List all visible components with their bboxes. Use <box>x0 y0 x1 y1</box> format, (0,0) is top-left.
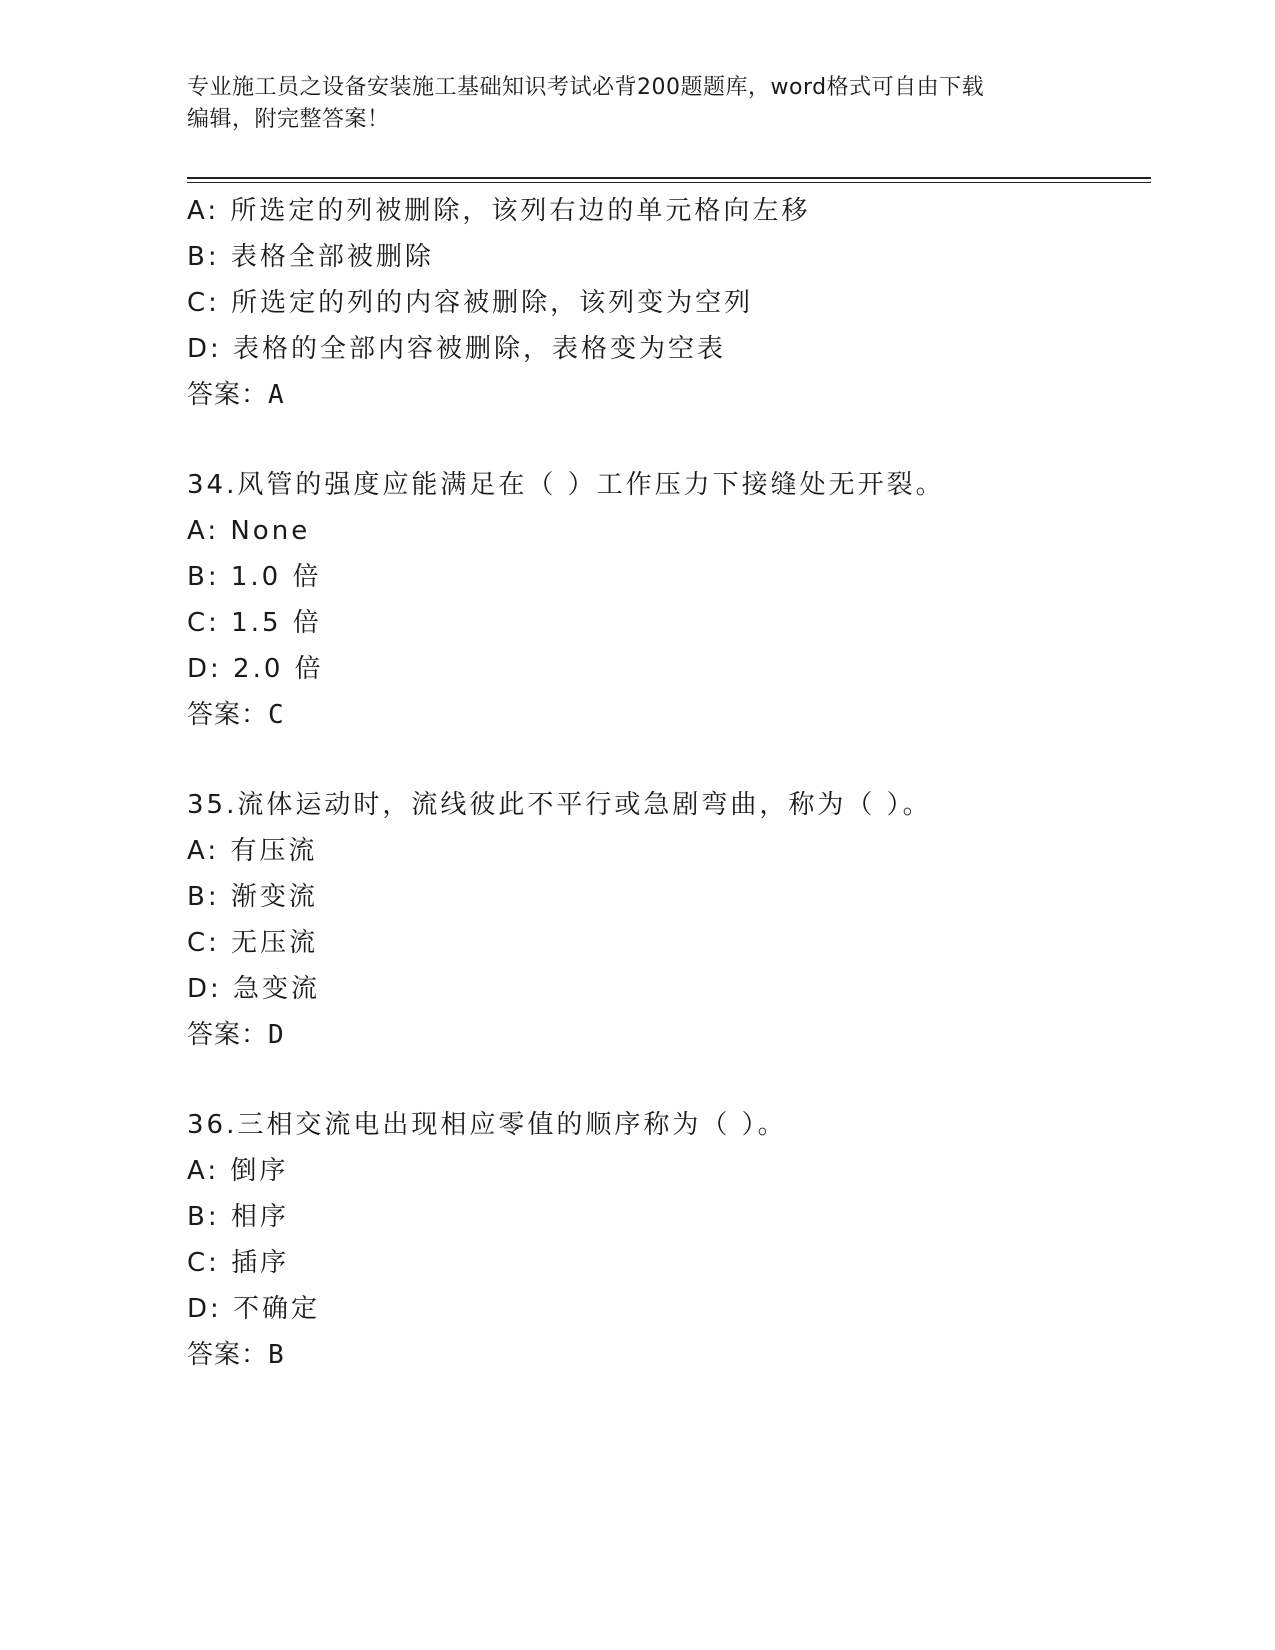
option-a: A: 有压流 <box>187 836 318 866</box>
answer-label: 答案： <box>187 700 269 730</box>
option-c: C: 所选定的列的内容被删除，该列变为空列 <box>187 288 754 318</box>
option-c: C: 插序 <box>187 1248 290 1278</box>
option-a: A: None <box>187 516 311 546</box>
header-title-line-2: 编辑，附完整答案！ <box>187 107 390 132</box>
option-b: B: 相序 <box>187 1202 289 1232</box>
option-b: B: 表格全部被删除 <box>187 242 434 272</box>
option-c: C: 无压流 <box>187 928 319 958</box>
answer-line <box>187 692 1147 738</box>
answer-label: 答案： <box>187 1340 269 1370</box>
answer-line <box>187 372 1147 418</box>
question-block-33 <box>187 188 1147 418</box>
document-header <box>187 72 1067 136</box>
option-d: D: 表格的全部内容被删除，表格变为空表 <box>187 334 727 364</box>
question-block-36 <box>187 1102 1147 1378</box>
question-list <box>187 188 1147 1378</box>
answer-label: 答案： <box>187 1020 269 1050</box>
option-b: B: 1.0 倍 <box>187 562 322 592</box>
option-b: B: 渐变流 <box>187 882 318 912</box>
option-a: A: 倒序 <box>187 1156 289 1186</box>
answer-value: D <box>268 1020 285 1050</box>
answer-value: B <box>268 1340 285 1370</box>
header-divider-thick <box>187 177 1151 179</box>
answer-label: 答案： <box>187 380 269 410</box>
option-c: C: 1.5 倍 <box>187 608 322 638</box>
option-a: A: 所选定的列被删除，该列右边的单元格向左移 <box>187 196 811 226</box>
header-divider-thin <box>187 182 1151 183</box>
answer-value: C <box>268 700 285 730</box>
question-text: 35.流体运动时，流线彼此不平行或急剧弯曲，称为（ ）。 <box>187 790 932 820</box>
option-d: D: 2.0 倍 <box>187 654 324 684</box>
question-block-34 <box>187 462 1147 738</box>
answer-line <box>187 1332 1147 1378</box>
answer-line <box>187 1012 1147 1058</box>
option-d: D: 不确定 <box>187 1294 321 1324</box>
answer-value: A <box>268 380 285 410</box>
header-title-line-1: 专业施工员之设备安装施工基础知识考试必背200题题库，word格式可自由下载 <box>187 75 985 100</box>
question-text: 36.三相交流电出现相应零值的顺序称为（ ）。 <box>187 1110 787 1140</box>
question-text: 34.风管的强度应能满足在（ ）工作压力下接缝处无开裂。 <box>187 470 945 500</box>
question-block-35 <box>187 782 1147 1058</box>
option-d: D: 急变流 <box>187 974 321 1004</box>
